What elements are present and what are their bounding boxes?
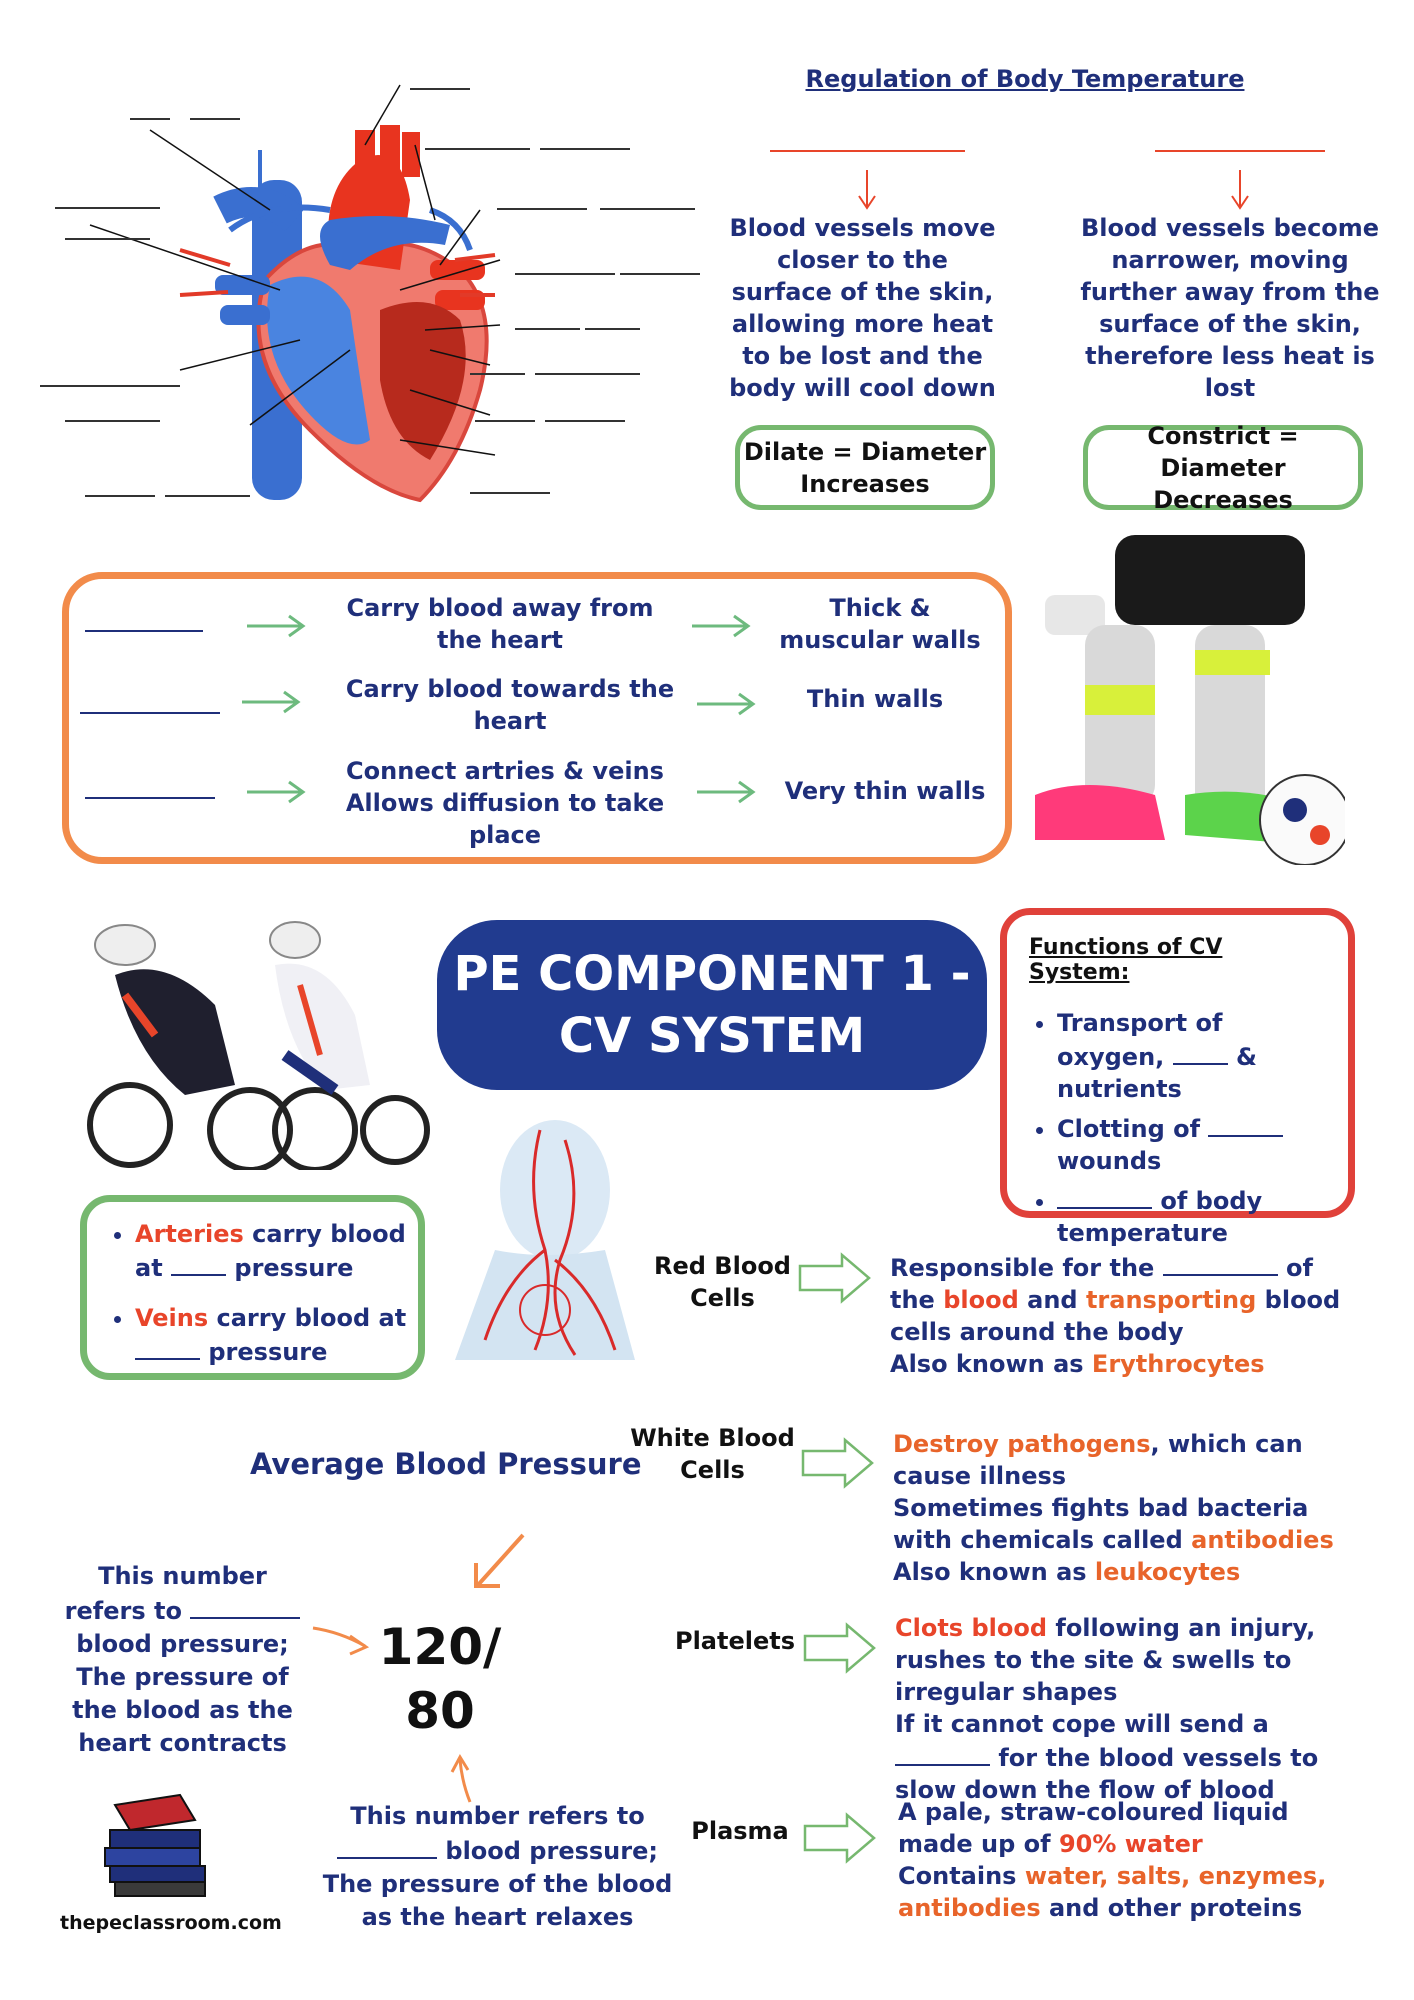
heart-label-blank[interactable] <box>130 118 170 120</box>
pressure-box <box>80 1195 425 1380</box>
dilate-box: Dilate = Diameter Increases <box>735 425 995 510</box>
down-arrow-icon <box>855 168 879 212</box>
right-arrow-icon <box>245 778 307 806</box>
hollow-arrow-icon <box>800 1437 876 1489</box>
bp-diastolic: 80 <box>405 1682 475 1740</box>
vessel-wall-2: Thin walls <box>806 685 944 713</box>
title-line-2: CV SYSTEM <box>558 1008 866 1064</box>
function-item: • Clotting of wounds <box>1057 1111 1330 1177</box>
platelets-label: Platelets <box>674 1627 796 1655</box>
heart-label-blank[interactable] <box>165 495 250 497</box>
red-blood-cells-desc: Responsible for the of the blood and transporting blood cells around the body Also known as Erythrocytes <box>890 1250 1350 1380</box>
bp-value <box>360 1615 520 1743</box>
heart-label-blank[interactable] <box>410 88 470 90</box>
hollow-arrow-icon <box>802 1812 878 1864</box>
right-arrow-icon <box>690 612 752 640</box>
heart-label-blank[interactable] <box>470 492 550 494</box>
vessel-blank-veins[interactable] <box>80 712 220 714</box>
footballer-image <box>1025 535 1345 865</box>
white-blood-cells-desc: Destroy pathogens, which can cause illness Sometimes fights bad bacteria with chemicals called antibodies Also known as leukocytes <box>893 1430 1334 1586</box>
heart-label-blank[interactable] <box>545 420 625 422</box>
heart-diagram <box>30 60 720 510</box>
red-blood-cells-label: Red Blood Cells <box>654 1252 791 1312</box>
hollow-arrow-icon <box>797 1252 873 1304</box>
arrow-pointer-icon <box>468 1530 528 1592</box>
functions-heading: Functions of CV System: <box>1029 935 1223 985</box>
bp-systolic-desc: This number refers to blood pressure; The pressure of the blood as the heart contracts <box>60 1560 305 1760</box>
heart-label-blank[interactable] <box>620 273 700 275</box>
heart-label-blank[interactable] <box>535 373 640 375</box>
pressure-item-veins: • Veins carry blood at pressure <box>135 1302 408 1368</box>
vessel-blank-arteries[interactable] <box>85 630 203 632</box>
plasma-desc: A pale, straw-coloured liquid made up of 90% water Contains water, salts, enzymes, antibodies and other proteins <box>898 1798 1327 1922</box>
site-url[interactable]: thepeclassroom.com <box>60 1912 282 1934</box>
bp-systolic: 120/ <box>378 1618 502 1676</box>
right-arrow-icon <box>240 688 302 716</box>
constrict-box: Constrict = Diameter Decreases <box>1083 425 1363 510</box>
bp-heading: Average Blood Pressure <box>250 1447 642 1481</box>
right-arrow-icon <box>695 778 757 806</box>
heart-label-blank[interactable] <box>425 148 530 150</box>
function-item: • Transport of oxygen, & nutrients <box>1057 1007 1330 1105</box>
heart-label-blank[interactable] <box>190 118 240 120</box>
heart-label-blank[interactable] <box>40 385 180 387</box>
functions-box <box>1000 908 1355 1247</box>
vessel-wall-1: Thick & muscular walls <box>779 594 981 654</box>
heart-label-blank[interactable] <box>600 208 695 210</box>
functions-list <box>1029 1007 1330 1249</box>
vessel-desc-2: Carry blood towards the heart <box>345 675 675 735</box>
bp-diastolic-desc: This number refers to blood pressure; The pressure of the blood as the heart relaxes <box>322 1802 673 1931</box>
heart-label-blank[interactable] <box>55 207 160 209</box>
platelets-desc: Clots blood following an injury, rushes to the site & swells to irregular shapes If it cannot cope will send a for the blood vessels to slow down the flow of blood <box>895 1614 1319 1804</box>
heart-label-blank[interactable] <box>85 495 155 497</box>
heart-label-blank[interactable] <box>540 148 630 150</box>
right-arrow-icon <box>245 612 307 640</box>
vasoconstriction-text: Blood vessels become narrower, moving further away from the surface of the skin, therefore less heat is lost <box>1080 214 1380 402</box>
heart-label-blank[interactable] <box>585 328 640 330</box>
heart-label-blank[interactable] <box>65 238 150 240</box>
down-arrow-icon <box>1228 168 1252 212</box>
temperature-title: Regulation of Body Temperature <box>805 65 1245 93</box>
heart-label-blank[interactable] <box>470 373 525 375</box>
vessel-wall-3: Very thin walls <box>784 777 986 805</box>
pressure-item-arteries: • Arteries carry blood at pressure <box>135 1218 408 1284</box>
function-item: • of body temperature <box>1057 1183 1330 1249</box>
heart-label-blank[interactable] <box>65 420 160 422</box>
heart-illustration <box>30 60 720 510</box>
vessel-desc-1: Carry blood away from the heart <box>346 594 654 654</box>
white-blood-cells-label: White Blood Cells <box>630 1424 795 1484</box>
right-arrow-icon <box>695 690 757 718</box>
vasodilation-text: Blood vessels move closer to the surface of the skin, allowing more heat to be lost and the body will cool down <box>729 214 996 402</box>
temp-blank-right[interactable] <box>1155 150 1325 152</box>
title-line-1: PE COMPONENT 1 - <box>453 946 971 1002</box>
hollow-arrow-icon <box>802 1622 878 1674</box>
heart-label-blank[interactable] <box>515 273 615 275</box>
heart-label-blank[interactable] <box>515 328 580 330</box>
heart-label-blank[interactable] <box>475 420 535 422</box>
heart-label-blank[interactable] <box>497 208 587 210</box>
vessel-desc-3: Connect artries & veins Allows diffusion to take place <box>345 757 665 849</box>
circulatory-body-image <box>445 1110 645 1360</box>
vessel-blank-capillaries[interactable] <box>85 797 215 799</box>
temp-blank-left[interactable] <box>770 150 965 152</box>
main-title <box>437 920 987 1090</box>
plasma-label: Plasma <box>691 1817 789 1845</box>
pressure-list <box>107 1218 408 1368</box>
cyclists-image <box>85 915 430 1170</box>
books-logo <box>95 1790 215 1900</box>
arrow-pointer-icon <box>450 1752 480 1804</box>
